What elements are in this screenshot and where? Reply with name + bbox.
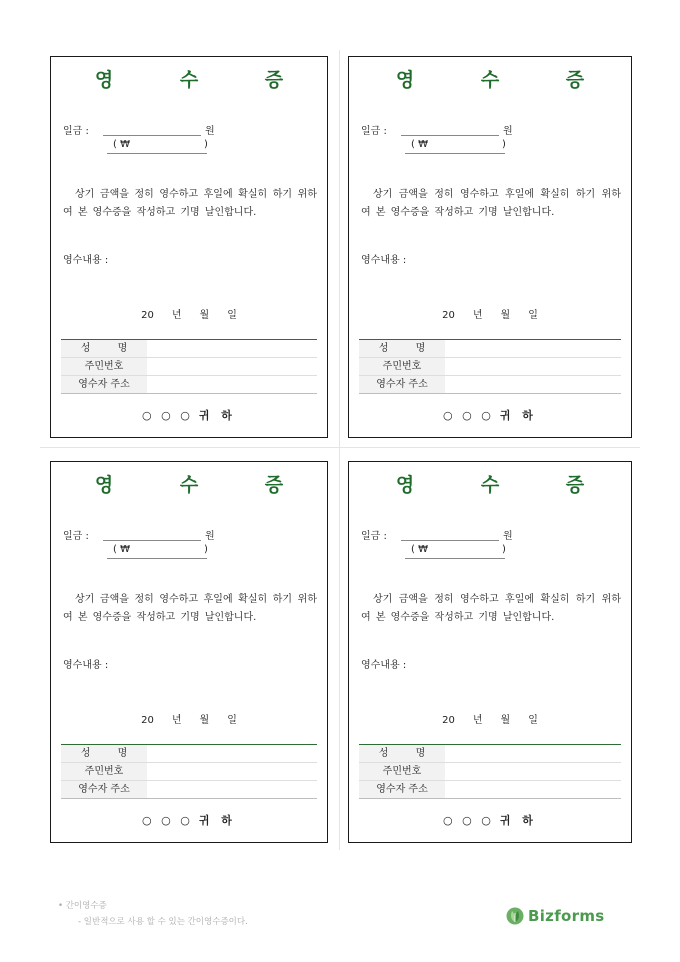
field-value-name[interactable] bbox=[445, 340, 621, 357]
table-row bbox=[359, 358, 621, 376]
receipt-statement: 상기 금액을 정히 영수하고 후일에 확실히 하기 위하여 본 영수증을 작성하고 기명 날인합니다. bbox=[361, 189, 621, 218]
receiver-info-table bbox=[359, 339, 621, 394]
field-label-id-number: 주민번호 bbox=[61, 358, 147, 375]
receipt-date bbox=[51, 711, 327, 726]
date-year-prefix: 20 bbox=[141, 310, 154, 321]
krw-close: ) bbox=[204, 139, 208, 150]
receipt-form bbox=[50, 461, 328, 843]
field-value-id-number[interactable] bbox=[147, 358, 317, 375]
content-label: 영수내용 : bbox=[361, 255, 407, 266]
table-row bbox=[359, 340, 621, 358]
date-year: 년 bbox=[171, 715, 182, 726]
field-value-id-number[interactable] bbox=[445, 763, 621, 780]
content-label: 영수내용 : bbox=[361, 660, 407, 671]
receipt-title: 영 수 증 bbox=[395, 69, 615, 91]
bizforms-logo[interactable] bbox=[506, 907, 605, 925]
receiver-info-table bbox=[359, 744, 621, 799]
date-month: 월 bbox=[500, 310, 511, 321]
krw-close: ) bbox=[502, 139, 506, 150]
content-label: 영수내용 : bbox=[63, 255, 109, 266]
receiver-info-table bbox=[61, 339, 317, 394]
currency-unit: 원 bbox=[503, 531, 513, 542]
amount-input-line[interactable] bbox=[103, 135, 201, 136]
field-value-id-number[interactable] bbox=[147, 763, 317, 780]
field-value-id-number[interactable] bbox=[445, 358, 621, 375]
field-label-address: 영수자 주소 bbox=[359, 376, 445, 393]
date-month: 월 bbox=[199, 310, 210, 321]
currency-unit: 원 bbox=[503, 126, 513, 137]
field-label-id-number: 주민번호 bbox=[359, 358, 445, 375]
addressee-line bbox=[51, 812, 327, 828]
date-year-prefix: 20 bbox=[442, 310, 455, 321]
date-year: 년 bbox=[472, 715, 483, 726]
receipt-form bbox=[50, 56, 328, 438]
logo-text: Bizforms bbox=[528, 907, 605, 925]
date-year: 년 bbox=[472, 310, 483, 321]
receipt-statement: 상기 금액을 정히 영수하고 후일에 확실히 하기 위하여 본 영수증을 작성하고 기명 날인합니다. bbox=[361, 594, 621, 623]
field-value-name[interactable] bbox=[445, 745, 621, 762]
table-row bbox=[359, 376, 621, 394]
amount-label: 일금 : bbox=[361, 531, 387, 542]
date-day: 일 bbox=[227, 310, 237, 321]
krw-open: ( ₩ bbox=[113, 544, 130, 555]
field-label-id-number: 주민번호 bbox=[359, 763, 445, 780]
krw-input-line[interactable] bbox=[107, 153, 207, 154]
field-label-id-number: 주민번호 bbox=[61, 763, 147, 780]
field-label-address: 영수자 주소 bbox=[359, 781, 445, 798]
leaf-icon bbox=[506, 907, 524, 925]
receipt-title: 영 수 증 bbox=[395, 474, 615, 496]
footer-title: • 간이영수증 bbox=[58, 901, 107, 911]
receipt-title: 영 수 증 bbox=[94, 69, 314, 91]
receipt-title: 영 수 증 bbox=[94, 474, 314, 496]
date-day: 일 bbox=[528, 715, 538, 726]
currency-unit: 원 bbox=[205, 531, 215, 542]
honorific: 귀 하 bbox=[198, 814, 236, 827]
addressee-placeholder: ○ ○ ○ bbox=[142, 814, 193, 827]
field-label-address: 영수자 주소 bbox=[61, 376, 147, 393]
receipt-statement: 상기 금액을 정히 영수하고 후일에 확실히 하기 위하여 본 영수증을 작성하고 기명 날인합니다. bbox=[63, 189, 317, 218]
addressee-line bbox=[51, 407, 327, 423]
honorific: 귀 하 bbox=[499, 409, 537, 422]
receipt-date bbox=[349, 306, 631, 321]
krw-input-line[interactable] bbox=[107, 558, 207, 559]
footer-description: - 일반적으로 사용 할 수 있는 간이영수증이다. bbox=[78, 917, 248, 927]
receiver-info-table bbox=[61, 744, 317, 799]
field-value-address[interactable] bbox=[445, 781, 621, 798]
receipt-form bbox=[348, 56, 632, 438]
field-value-name[interactable] bbox=[147, 745, 317, 762]
addressee-placeholder: ○ ○ ○ bbox=[443, 814, 494, 827]
krw-input-line[interactable] bbox=[405, 558, 505, 559]
table-row bbox=[61, 763, 317, 781]
table-row bbox=[61, 376, 317, 394]
date-day: 일 bbox=[528, 310, 538, 321]
field-value-address[interactable] bbox=[445, 376, 621, 393]
amount-input-line[interactable] bbox=[401, 540, 499, 541]
krw-input-line[interactable] bbox=[405, 153, 505, 154]
addressee-placeholder: ○ ○ ○ bbox=[443, 409, 494, 422]
date-month: 월 bbox=[500, 715, 511, 726]
amount-input-line[interactable] bbox=[103, 540, 201, 541]
cut-guide-vertical bbox=[339, 50, 340, 850]
date-year-prefix: 20 bbox=[141, 715, 154, 726]
table-row bbox=[61, 340, 317, 358]
krw-open: ( ₩ bbox=[113, 139, 130, 150]
field-value-name[interactable] bbox=[147, 340, 317, 357]
field-value-address[interactable] bbox=[147, 781, 317, 798]
table-row bbox=[61, 358, 317, 376]
amount-input-line[interactable] bbox=[401, 135, 499, 136]
date-day: 일 bbox=[227, 715, 237, 726]
date-year-prefix: 20 bbox=[442, 715, 455, 726]
addressee-line bbox=[349, 407, 631, 423]
table-row bbox=[359, 745, 621, 763]
field-label-name: 성 명 bbox=[61, 745, 147, 762]
field-label-address: 영수자 주소 bbox=[61, 781, 147, 798]
receipt-date bbox=[51, 306, 327, 321]
date-month: 월 bbox=[199, 715, 210, 726]
field-label-name: 성 명 bbox=[61, 340, 147, 357]
amount-label: 일금 : bbox=[63, 126, 89, 137]
table-row bbox=[359, 781, 621, 799]
krw-open: ( ₩ bbox=[411, 139, 428, 150]
krw-close: ) bbox=[502, 544, 506, 555]
receipt-date bbox=[349, 711, 631, 726]
amount-label: 일금 : bbox=[361, 126, 387, 137]
receipt-form bbox=[348, 461, 632, 843]
content-label: 영수내용 : bbox=[63, 660, 109, 671]
field-label-name: 성 명 bbox=[359, 745, 445, 762]
footer-note bbox=[58, 898, 248, 930]
krw-close: ) bbox=[204, 544, 208, 555]
field-value-address[interactable] bbox=[147, 376, 317, 393]
cut-guide-horizontal bbox=[40, 447, 640, 448]
date-year: 년 bbox=[171, 310, 182, 321]
field-label-name: 성 명 bbox=[359, 340, 445, 357]
table-row bbox=[359, 763, 621, 781]
honorific: 귀 하 bbox=[499, 814, 537, 827]
amount-label: 일금 : bbox=[63, 531, 89, 542]
addressee-placeholder: ○ ○ ○ bbox=[142, 409, 193, 422]
table-row bbox=[61, 745, 317, 763]
honorific: 귀 하 bbox=[198, 409, 236, 422]
currency-unit: 원 bbox=[205, 126, 215, 137]
table-row bbox=[61, 781, 317, 799]
addressee-line bbox=[349, 812, 631, 828]
receipt-statement: 상기 금액을 정히 영수하고 후일에 확실히 하기 위하여 본 영수증을 작성하고 기명 날인합니다. bbox=[63, 594, 317, 623]
krw-open: ( ₩ bbox=[411, 544, 428, 555]
